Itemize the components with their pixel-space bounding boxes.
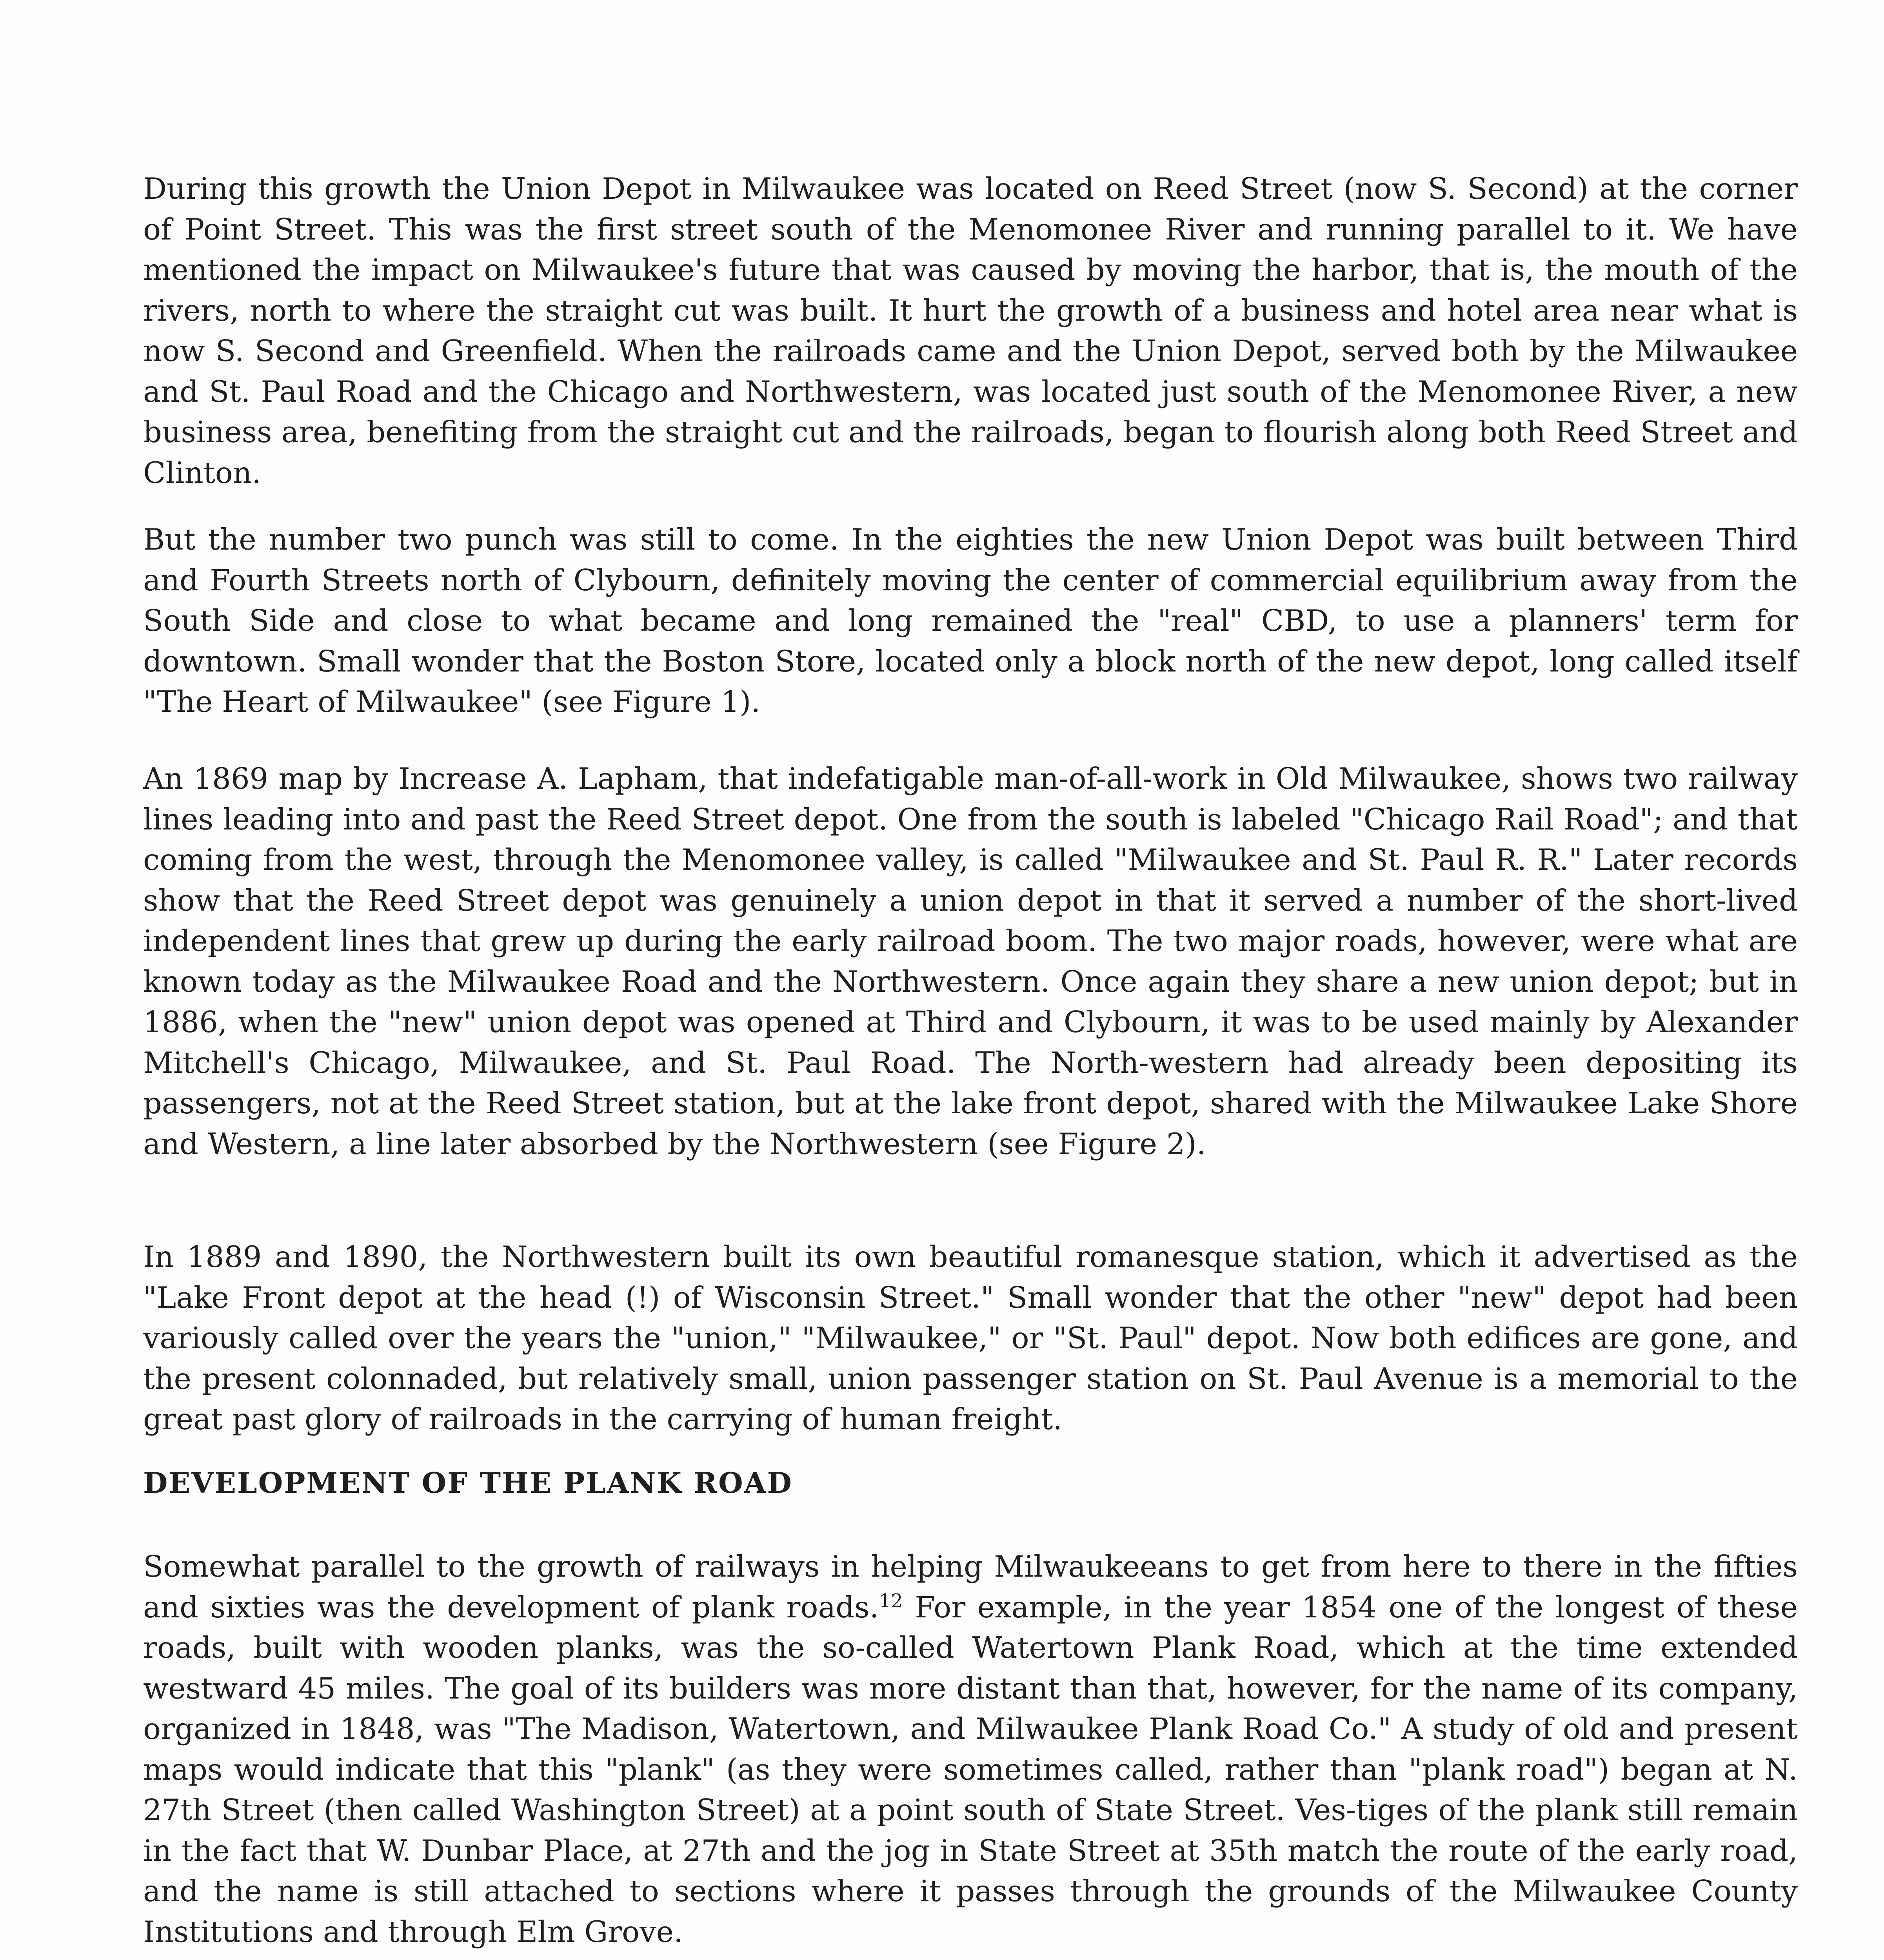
plank-roads-text-rest: For example, in the year 1854 one of the longest of these roads, built with wooden planks, was the so-called Watertown Plank Road, which at the time extended westward 45 miles. The goal of its builders was more distant than that, however, for the name of its company, organized in 1848, was "The Madison, Watertown, and Milwaukee Plank Road Co." A study of old and present maps would indicate that this "plank" (as they were sometimes called, rather than "plank road") began at N. 27th Street (then called Washington Street) at a point south of State Street. Ves-tiges of the plank still remain in the fact that W. Dunbar Place, at 27th and the jog in State Street at 35th match the route of the early road, and the name is still attached to sections where it passes through the grounds of the Milwaukee County Institutions and through Elm Grove.	[143, 1590, 1798, 1949]
paragraph-plank-roads	[143, 1546, 1798, 1952]
paragraph-union-depot-reed-street: During this growth the Union Depot in Milwaukee was located on Reed Street (now S. Second) at the corner of Point Street. This was the first street south of the Menomonee River and running parallel to it. We have mentioned the impact on Milwaukee's future that was caused by moving the harbor, that is, the mouth of the rivers, north to where the straight cut was built. It hurt the growth of a business and hotel area near what is now S. Second and Greenfield. When the railroads came and the Union Depot, served both by the Milwaukee and St. Paul Road and the Chicago and Northwestern, was located just south of the Menomonee River, a new business area, benefiting from the straight cut and the railroads, began to flourish along both Reed Street and Clinton.	[143, 171, 1798, 490]
footnote-reference: 12	[879, 1590, 903, 1612]
paragraph-new-union-depot: But the number two punch was still to come. In the eighties the new Union Depot was built between Third and Fourth Streets north of Clybourn, definitely moving the center of commercial equilibrium away from the South Side and close to what became and long remained the "real" CBD, to use a planners' term for downtown. Small wonder that the Boston Store, located only a block north of the new depot, long called itself "The Heart of Milwaukee" (see Figure 1).	[143, 522, 1798, 719]
paragraph-lake-front-depot: In 1889 and 1890, the Northwestern built its own beautiful romanesque station, which it advertised as the "Lake Front depot at the head (!) of Wisconsin Street." Small wonder that the other "new" depot had been variously called over the years the "union," "Milwaukee," or "St. Paul" depot. Now both edifices are gone, and the present colonnaded, but relatively small, union passenger station on St. Paul Avenue is a memorial to the great past glory of railroads in the carrying of human freight.	[143, 1240, 1798, 1436]
section-heading: DEVELOPMENT OF THE PLANK ROAD	[143, 1466, 793, 1499]
plank-roads-text-start: Somewhat parallel to the growth of railways in helping Milwaukeeans to get from here to there in the fifties and sixties was the development of plank roads.	[143, 1549, 1798, 1624]
paragraph-lapham-map: An 1869 map by Increase A. Lapham, that indefatigable man-of-all-work in Old Milwaukee, shows two railway lines leading into and past the Reed Street depot. One from the south is labeled "Chicago Rail Road"; and that coming from the west, through the Menomonee valley, is called "Milwaukee and St. Paul R. R." Later records show that the Reed Street depot was genuinely a union depot in that it served a number of the short-lived independent lines that grew up during the early railroad boom. The two major roads, however, were what are known today as the Milwaukee Road and the Northwestern. Once again they share a new union depot; but in 1886, when the "new" union depot was opened at Third and Clybourn, it was to be used mainly by Alexander Mitchell's Chicago, Milwaukee, and St. Paul Road. The North-western had already been depositing its passengers, not at the Reed Street station, but at the lake front depot, shared with the Milwaukee Lake Shore and Western, a line later absorbed by the Northwestern (see Figure 2).	[143, 761, 1798, 1161]
